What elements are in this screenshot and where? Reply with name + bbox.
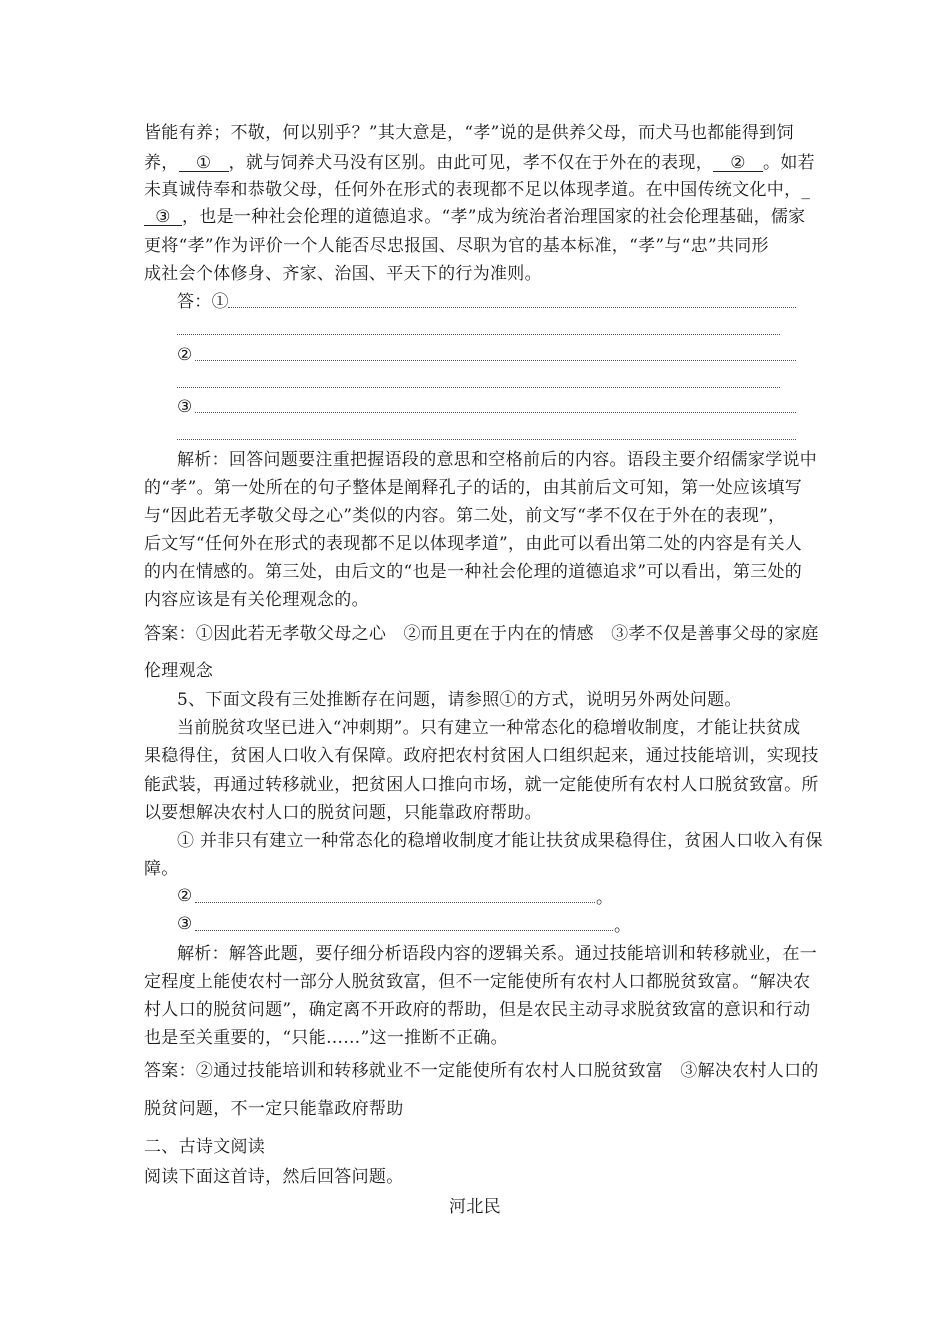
answer-line: 脱贫问题，不一定只能靠政府帮助 bbox=[144, 1099, 404, 1119]
passage-line bbox=[144, 180, 810, 200]
answer-line-1b[interactable] bbox=[177, 334, 780, 335]
answer-line: 答案：②通过技能培训和转移就业不一定能使所有农村人口脱贫致富 ③解决农村人口的 bbox=[144, 1061, 819, 1081]
question-paragraph-line: 以要想解决农村人口的脱贫问题，只能靠政府帮助。 bbox=[144, 803, 542, 823]
passage-line: 成社会个体修身、齐家、治国、平天下的行为准则。 bbox=[144, 264, 542, 284]
answer-mark-2: ② bbox=[177, 345, 193, 365]
analysis-line: 定程度上能使农村一部分人脱贫致富，但不一定能使所有农村人口都脱贫致富。“解决农 bbox=[144, 972, 811, 992]
section-instruction: 阅读下面这首诗，然后回答问题。 bbox=[144, 1167, 404, 1187]
answer-line-2b[interactable] bbox=[177, 387, 780, 388]
analysis-line: 与“因此若无孝敬父母之心”类似的内容。第二处，前文写“孝不仅在于外在的表现”， bbox=[144, 506, 786, 526]
passage-text: _ bbox=[801, 180, 811, 200]
answer-mark-2: ② bbox=[177, 886, 193, 906]
passage-text: 。如若 bbox=[763, 153, 815, 173]
question-paragraph-line: 果稳得住，贫困人口收入有保障。政府把农村贫困人口组织起来，通过技能培训，实现技 bbox=[144, 746, 819, 766]
question-paragraph-line: 能武装，再通过转移就业，把贫困人口推向市场，就一定能使所有农村人口脱贫致富。所 bbox=[144, 775, 819, 795]
fill-blank-2: ② bbox=[713, 153, 763, 173]
analysis-line: 解析：回答问题要注重把握语段的意思和空格前后的内容。语段主要介绍儒家学说中 bbox=[177, 450, 818, 470]
analysis-line: 解析：解答此题，要仔细分析语段内容的逻辑关系。通过技能培训和转移就业，在一 bbox=[177, 944, 818, 964]
fill-blank-1: ① bbox=[179, 153, 229, 173]
passage-text: 养， bbox=[144, 153, 179, 173]
answer-line-q5-2[interactable] bbox=[195, 902, 595, 903]
question-paragraph-line: 当前脱贫攻坚已进入“冲刺期”。只有建立一种常态化的稳增收制度，才能让扶贫成 bbox=[177, 718, 801, 738]
answer-line: 答案：①因此若无孝敬父母之心 ②而且更在于内在的情感 ③孝不仅是善事父母的家庭 bbox=[144, 624, 819, 644]
example-line: ① 并非只有建立一种常态化的稳增收制度才能让扶贫成果稳得住，贫困人口收入有保 bbox=[177, 831, 823, 851]
analysis-line: 后文写“任何外在形式的表现都不足以体现孝道”，由此可以看出第二处的内容是有关人 bbox=[144, 534, 803, 554]
passage-text: 未真诚侍奉和恭敬父母，任何外在形式的表现都不足以体现孝道。在中国传统文化中， bbox=[144, 180, 802, 200]
passage-line: 更将“孝”作为评价一个人能否尽忠报国、尽职为官的基本标准，“孝”与“忠”共同形 bbox=[144, 236, 769, 256]
answer-mark-3: ③ bbox=[177, 914, 193, 934]
example-line: 障。 bbox=[144, 859, 179, 879]
analysis-line: 村人口的脱贫问题”，确定离不开政府的帮助，但是农民主动寻求脱贫致富的意识和行动 bbox=[144, 1000, 811, 1020]
answer-line-3a[interactable] bbox=[195, 412, 796, 413]
fill-blank-3: ③ bbox=[144, 207, 182, 227]
answer-line-2a[interactable] bbox=[195, 360, 796, 361]
passage-line bbox=[144, 153, 815, 173]
poem-title: 河北民 bbox=[449, 1197, 501, 1217]
section-heading: 二、古诗文阅读 bbox=[144, 1137, 266, 1157]
analysis-line: 的内在情感的。第三处，由后文的“也是一种社会伦理的道德追求”可以看出，第三处的 bbox=[144, 562, 803, 582]
period-mark: 。 bbox=[614, 916, 632, 936]
period-mark: 。 bbox=[596, 888, 614, 908]
answer-line-1a[interactable] bbox=[228, 307, 796, 308]
analysis-line: 也是至关重要的，“只能……”这一推断不正确。 bbox=[144, 1028, 508, 1048]
passage-line: 皆能有养；不敬，何以别乎？”其大意是，“孝”说的是供养父母，而犬马也都能得到饲 bbox=[144, 123, 794, 143]
answer-line-q5-3[interactable] bbox=[195, 930, 613, 931]
passage-text: ，就与饲养犬马没有区别。由此可见，孝不仅在于外在的表现， bbox=[228, 153, 714, 173]
question-prompt: 5、下面文段有三处推断存在问题，请参照①的方式，说明另外两处问题。 bbox=[177, 690, 742, 710]
analysis-line: 内容应该是有关伦理观念的。 bbox=[144, 590, 369, 610]
answer-mark-3: ③ bbox=[177, 397, 193, 417]
passage-text: ，也是一种社会伦理的道德追求。“孝”成为统治者治理国家的社会伦理基础，儒家 bbox=[182, 207, 806, 227]
answer-label: 答：① bbox=[177, 292, 229, 312]
passage-line bbox=[144, 207, 805, 227]
analysis-line: 的“孝”。第一处所在的句子整体是阐释孔子的话的，由其前后文可知，第一处应该填写 bbox=[144, 478, 803, 498]
answer-line-3b[interactable] bbox=[177, 439, 796, 440]
answer-line: 伦理观念 bbox=[144, 661, 214, 681]
